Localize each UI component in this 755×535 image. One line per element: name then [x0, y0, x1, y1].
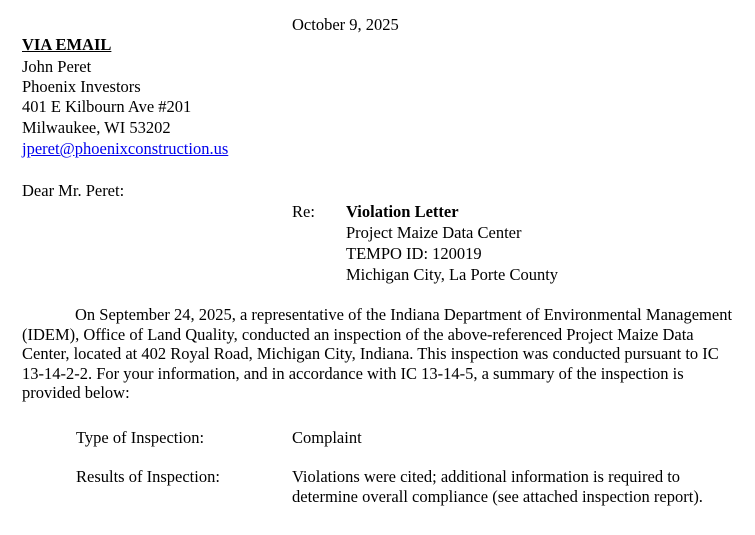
- re-line-tempo: TEMPO ID: 120019: [346, 244, 482, 263]
- summary-type-label: Type of Inspection:: [76, 428, 205, 447]
- letter-date: October 9, 2025: [292, 15, 399, 34]
- recipient-address-2: Milwaukee, WI 53202: [22, 118, 171, 137]
- re-line-project: Project Maize Data Center: [346, 223, 522, 242]
- re-line-location: Michigan City, La Porte County: [346, 265, 559, 284]
- body-paragraph: [22, 305, 734, 403]
- summary-results-value: Violations were cited; additional information is required to determine overall compliance (see attached inspection report).: [292, 467, 703, 506]
- recipient-name: John Peret: [22, 57, 92, 76]
- delivery-method: VIA EMAIL: [22, 35, 112, 54]
- recipient-company: Phoenix Investors: [22, 77, 141, 96]
- salutation: Dear Mr. Peret:: [22, 181, 125, 200]
- body-text: On September 24, 2025, a representative of the Indiana Department of Environmental Management (IDEM), Office of Land Quality, conducted an inspection of the above-referenced Project Maize Data Center, located at 402 Royal Road, Michigan City, Indiana. This inspection was conducted pursuant to IC 13-14-2-2. For your information, and in accordance with IC 13-14-5, a summary of the inspection is provided below:: [22, 305, 733, 402]
- summary-results-label: Results of Inspection:: [76, 467, 220, 486]
- re-subject: Violation Letter: [346, 202, 459, 221]
- summary-type-value: Complaint: [292, 428, 362, 447]
- recipient-email-link[interactable]: jperet@phoenixconstruction.us: [22, 139, 229, 158]
- recipient-address-1: 401 E Kilbourn Ave #201: [22, 97, 192, 116]
- re-label: Re:: [292, 202, 315, 221]
